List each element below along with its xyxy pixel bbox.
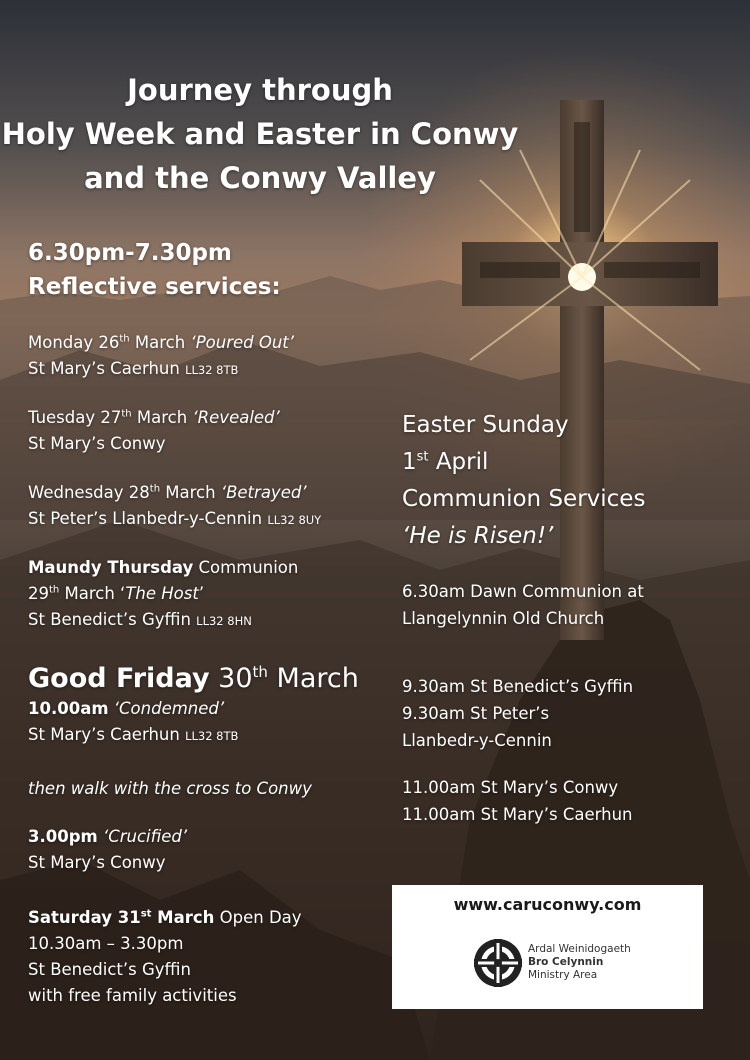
- tuesday-date: Tuesday 27: [28, 408, 122, 427]
- reflective-heading: [28, 236, 281, 304]
- friday-service: [28, 662, 359, 749]
- tuesday-month: March: [131, 408, 193, 427]
- tuesday-service: [28, 405, 280, 457]
- easter-theme: ‘He is Risen!’: [402, 523, 554, 549]
- saturday-event: [28, 905, 302, 1009]
- monday-place: St Mary’s Caerhun: [28, 359, 186, 378]
- saturday-place: St Benedict’s Gyffin: [28, 960, 191, 979]
- walk-note: then walk with the cross to Conwy: [28, 779, 312, 798]
- easter-communion: Communion Services: [402, 486, 646, 512]
- friday-place-1: St Mary’s Caerhun: [28, 725, 186, 744]
- reflective-label: Reflective services:: [28, 274, 281, 300]
- service-line: Llangelynnin Old Church: [402, 609, 605, 628]
- ministry-area-english: Ministry Area: [528, 969, 598, 981]
- service-line: 9.30am St Benedict’s Gyffin: [402, 677, 634, 696]
- friday-afternoon-service: [28, 824, 187, 876]
- friday-place-2: St Mary’s Conwy: [28, 853, 166, 872]
- wednesday-place: St Peter’s Llanbedr-y-Cennin: [28, 509, 268, 528]
- celtic-cross-logo: [472, 937, 524, 989]
- thursday-postcode: LL32 8HN: [196, 614, 252, 628]
- tuesday-theme: ‘Revealed’: [192, 408, 280, 427]
- saturday-label: Open Day: [214, 908, 302, 927]
- reflective-time: 6.30pm-7.30pm: [28, 240, 232, 266]
- thursday-theme: The Host: [125, 584, 199, 603]
- service-line: 11.00am St Mary’s Conwy: [402, 778, 619, 797]
- poster-title: [0, 68, 520, 200]
- wednesday-date: Wednesday 28: [28, 483, 150, 502]
- friday-theme-1: ‘Condemned’: [108, 699, 225, 718]
- saturday-month: March: [151, 908, 215, 927]
- monday-postcode: LL32 8TB: [185, 363, 239, 377]
- website-link[interactable]: www.caruconwy.com: [453, 895, 642, 914]
- footer-box: [392, 885, 703, 1009]
- morning-services: [402, 673, 633, 754]
- thursday-service: [28, 555, 298, 634]
- easter-date-suffix: st: [416, 449, 429, 465]
- thursday-day: Maundy Thursday: [28, 558, 194, 577]
- saturday-time: 10.30am – 3.30pm: [28, 934, 184, 953]
- friday-theme-2: ‘Crucified’: [97, 827, 188, 846]
- monday-theme: ‘Poured Out’: [190, 333, 295, 352]
- ministry-area-welsh: Ardal Weinidogaeth: [528, 943, 631, 955]
- service-line: 11.00am St Mary’s Caerhun: [402, 805, 633, 824]
- saturday-activities: with free family activities: [28, 986, 237, 1005]
- friday-date-suffix: th: [252, 663, 268, 681]
- thursday-place: St Benedict’s Gyffin: [28, 610, 197, 629]
- friday-date: 30: [209, 663, 253, 694]
- title-line-3: and the Conwy Valley: [84, 161, 436, 195]
- friday-postcode-1: LL32 8TB: [185, 729, 239, 743]
- easter-month: April: [428, 449, 489, 475]
- late-morning-services: [402, 774, 632, 828]
- friday-day: Good Friday: [28, 663, 210, 694]
- thursday-date-suffix: th: [49, 584, 60, 596]
- ministry-area-name: Bro Celynnin: [528, 956, 604, 968]
- monday-month: March: [129, 333, 191, 352]
- tuesday-date-suffix: th: [121, 408, 132, 420]
- wednesday-postcode: LL32 8UY: [267, 513, 322, 527]
- saturday-date-suffix: st: [140, 908, 152, 920]
- easter-sunday-heading: [402, 407, 645, 555]
- monday-service: [28, 330, 294, 383]
- monday-date-suffix: th: [119, 333, 130, 345]
- thursday-date: 29: [28, 584, 49, 603]
- wednesday-month: March: [160, 483, 221, 502]
- friday-walk: [28, 776, 312, 802]
- service-line: 6.30am Dawn Communion at: [402, 582, 644, 601]
- easter-title: Easter Sunday: [402, 412, 569, 438]
- friday-time-1: 10.00am: [28, 699, 109, 718]
- wednesday-theme: ‘Betrayed’: [220, 483, 307, 502]
- title-line-2: Holy Week and Easter in Conwy: [1, 117, 519, 151]
- monday-date: Monday 26: [28, 333, 120, 352]
- wednesday-service: [28, 480, 321, 533]
- thursday-month: March ‘: [59, 584, 126, 603]
- saturday-date: Saturday 31: [28, 908, 141, 927]
- wednesday-date-suffix: th: [149, 483, 161, 495]
- title-line-1: Journey through: [127, 73, 393, 107]
- thursday-label: Communion: [193, 558, 299, 577]
- friday-month: March: [267, 663, 359, 694]
- tuesday-place: St Mary’s Conwy: [28, 434, 166, 453]
- thursday-theme-close: ’: [198, 584, 205, 603]
- service-line: Llanbedr-y-Cennin: [402, 731, 552, 750]
- friday-time-2: 3.00pm: [28, 827, 98, 846]
- ministry-area-label: [528, 943, 631, 982]
- easter-date: 1: [402, 449, 417, 475]
- dawn-service: [402, 578, 644, 632]
- service-line: 9.30am St Peter’s: [402, 704, 550, 723]
